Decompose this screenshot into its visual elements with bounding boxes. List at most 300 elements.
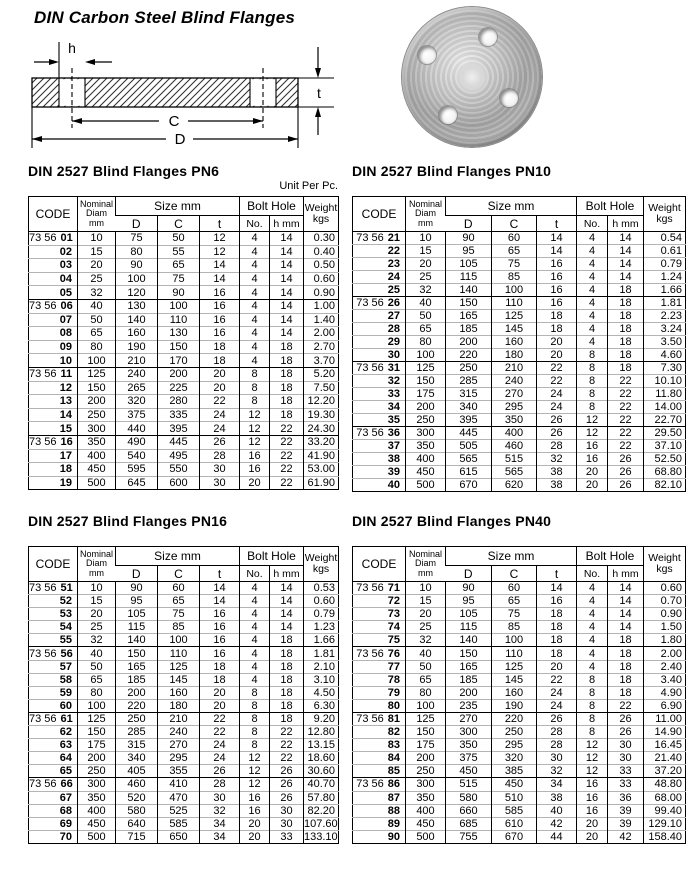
- nominal-diam-cell: 65: [406, 323, 446, 336]
- size-c-cell: 130: [158, 327, 200, 341]
- nominal-diam-cell: 500: [406, 479, 446, 492]
- bolt-no-cell: 20: [577, 466, 608, 479]
- col-header-hmm: h mm: [270, 566, 304, 582]
- weight-cell: 30.60: [304, 765, 339, 778]
- size-t-cell: 12: [200, 232, 240, 246]
- nominal-diam-cell: 32: [406, 634, 446, 647]
- nominal-diam-cell: 125: [406, 362, 446, 375]
- code-cell: 73 56 66: [29, 778, 78, 791]
- bolt-hmm-cell: 22: [608, 427, 644, 440]
- bolt-no-cell: 16: [240, 463, 270, 477]
- bolt-no-cell: 20: [240, 830, 270, 843]
- col-header-d: D: [446, 216, 492, 232]
- nominal-diam-cell: 80: [406, 686, 446, 699]
- size-t-cell: 26: [200, 435, 240, 449]
- code-cell: 38: [353, 453, 406, 466]
- bolt-no-cell: 4: [577, 323, 608, 336]
- bolt-hmm-cell: 26: [608, 453, 644, 466]
- flange-cross-section-diagram: [28, 38, 342, 162]
- weight-cell: 22.70: [644, 414, 686, 427]
- nominal-diam-cell: 80: [406, 336, 446, 349]
- code-cell: 73: [353, 608, 406, 621]
- size-t-cell: 38: [537, 791, 577, 804]
- nominal-diam-cell: 15: [406, 245, 446, 258]
- size-c-cell: 190: [492, 699, 537, 712]
- size-c-cell: 280: [158, 395, 200, 409]
- size-c-cell: 110: [492, 647, 537, 660]
- bolt-no-cell: 4: [240, 286, 270, 300]
- table-row: [29, 830, 339, 843]
- size-d-cell: 375: [116, 408, 158, 422]
- bolt-hmm-cell: 22: [270, 752, 304, 765]
- size-t-cell: 18: [200, 354, 240, 368]
- bolt-no-cell: 4: [577, 608, 608, 621]
- table-row: [29, 634, 339, 647]
- table-row: [29, 582, 339, 595]
- bolt-hmm-cell: 14: [270, 259, 304, 273]
- size-t-cell: 16: [200, 313, 240, 327]
- bolt-no-cell: 4: [577, 284, 608, 297]
- nominal-diam-cell: 50: [406, 310, 446, 323]
- size-t-cell: 16: [537, 284, 577, 297]
- bolt-hmm-cell: 22: [270, 435, 304, 449]
- table-row: [29, 765, 339, 778]
- nominal-diam-cell: 300: [406, 778, 446, 791]
- bolt-hmm-cell: 33: [608, 765, 644, 778]
- size-c-cell: 295: [492, 401, 537, 414]
- weight-line: Weight: [304, 552, 338, 564]
- nominal-diam-cell: 175: [78, 739, 116, 752]
- nominal-diam-cell: 250: [406, 414, 446, 427]
- nominal-line: Diam: [414, 208, 436, 219]
- code-cell: 23: [353, 258, 406, 271]
- size-d-cell: 95: [446, 245, 492, 258]
- col-header-weight: [644, 197, 686, 232]
- size-c-cell: 445: [158, 435, 200, 449]
- code-cell: 18: [29, 463, 78, 477]
- size-d-cell: 320: [116, 395, 158, 409]
- size-c-cell: 125: [492, 660, 537, 673]
- size-c-cell: 585: [158, 817, 200, 830]
- nominal-diam-cell: 125: [406, 712, 446, 725]
- bolt-no-cell: 4: [240, 621, 270, 634]
- size-c-cell: 385: [492, 765, 537, 778]
- nominal-line: Diam: [414, 558, 436, 569]
- weight-cell: 48.80: [644, 778, 686, 791]
- size-d-cell: 685: [446, 817, 492, 830]
- size-c-cell: 60: [492, 582, 537, 595]
- weight-cell: 11.00: [644, 712, 686, 725]
- nominal-line: mm: [418, 217, 433, 228]
- size-c-cell: 565: [492, 466, 537, 479]
- size-d-cell: 115: [116, 621, 158, 634]
- bolt-no-cell: 8: [577, 686, 608, 699]
- table-row: [353, 712, 686, 725]
- table-body-pn10: [353, 232, 686, 492]
- table-row: [29, 647, 339, 660]
- size-c-cell: 200: [158, 367, 200, 381]
- weight-cell: 2.70: [304, 340, 339, 354]
- table-row: [29, 817, 339, 830]
- bolt-no-cell: 20: [577, 830, 608, 843]
- nominal-line: Nominal: [408, 548, 442, 559]
- bolt-hmm-cell: 18: [270, 381, 304, 395]
- table-row: [29, 699, 339, 712]
- size-t-cell: 14: [537, 582, 577, 595]
- col-header-weight: [304, 547, 339, 582]
- size-t-cell: 14: [200, 582, 240, 595]
- bolt-hmm-cell: 22: [270, 449, 304, 463]
- weight-cell: 1.50: [644, 621, 686, 634]
- code-cell: 73 56 81: [353, 712, 406, 725]
- bolt-hmm-cell: 14: [270, 299, 304, 313]
- weight-cell: 82.20: [304, 804, 339, 817]
- nominal-diam-cell: 20: [78, 259, 116, 273]
- bolt-hmm-cell: 14: [270, 232, 304, 246]
- bolt-hmm-cell: 39: [608, 817, 644, 830]
- table-row: [353, 791, 686, 804]
- size-c-cell: 610: [492, 817, 537, 830]
- size-d-cell: 375: [446, 752, 492, 765]
- size-d-cell: 160: [116, 327, 158, 341]
- nominal-diam-cell: 350: [78, 791, 116, 804]
- size-d-cell: 100: [116, 272, 158, 286]
- size-d-cell: 240: [116, 367, 158, 381]
- size-t-cell: 22: [200, 726, 240, 739]
- bolt-hole: [418, 46, 436, 64]
- weight-cell: 14.00: [644, 401, 686, 414]
- size-c-cell: 100: [492, 634, 537, 647]
- bolt-hmm-cell: 14: [270, 272, 304, 286]
- nominal-line: mm: [89, 217, 104, 228]
- bolt-hole: [479, 28, 497, 46]
- table-row: [353, 310, 686, 323]
- section-pn16: [28, 513, 338, 844]
- bolt-no-cell: 4: [577, 232, 608, 245]
- weight-cell: 129.10: [644, 817, 686, 830]
- nominal-diam-cell: 20: [406, 608, 446, 621]
- size-t-cell: 22: [200, 395, 240, 409]
- code-cell: 84: [353, 752, 406, 765]
- bolt-no-cell: 4: [240, 647, 270, 660]
- size-d-cell: 185: [116, 673, 158, 686]
- nominal-diam-cell: 15: [406, 595, 446, 608]
- nominal-diam-cell: 400: [78, 804, 116, 817]
- bolt-hmm-cell: 14: [270, 327, 304, 341]
- nominal-diam-cell: 400: [78, 449, 116, 463]
- bolt-no-cell: 8: [240, 686, 270, 699]
- size-d-cell: 200: [446, 686, 492, 699]
- col-header-no: No.: [240, 216, 270, 232]
- bolt-hmm-cell: 22: [608, 375, 644, 388]
- nominal-diam-cell: 100: [406, 349, 446, 362]
- size-d-cell: 315: [446, 388, 492, 401]
- bolt-no-cell: 8: [240, 395, 270, 409]
- code-cell: 12: [29, 381, 78, 395]
- bolt-hmm-cell: 18: [608, 284, 644, 297]
- flange-table-pn6: [28, 196, 339, 490]
- bolt-no-cell: 16: [240, 804, 270, 817]
- size-t-cell: 20: [200, 699, 240, 712]
- size-t-cell: 28: [537, 726, 577, 739]
- weight-line: kgs: [656, 563, 673, 575]
- page-title: DIN Carbon Steel Blind Flanges: [34, 8, 296, 27]
- size-c-cell: 600: [158, 476, 200, 490]
- size-d-cell: 95: [446, 595, 492, 608]
- code-cell: 05: [29, 286, 78, 300]
- bolt-hmm-cell: 18: [270, 686, 304, 699]
- size-c-cell: 75: [158, 608, 200, 621]
- weight-line: Weight: [648, 552, 681, 564]
- code-cell: 19: [29, 476, 78, 490]
- code-cell: 73 56 61: [29, 712, 78, 725]
- table-row: [29, 435, 339, 449]
- size-t-cell: 26: [537, 414, 577, 427]
- size-t-cell: 24: [537, 401, 577, 414]
- size-d-cell: 645: [116, 476, 158, 490]
- code-cell: 73 56 21: [353, 232, 406, 245]
- flange-table-pn40: [352, 546, 686, 844]
- size-t-cell: 14: [200, 595, 240, 608]
- size-c-cell: 240: [158, 726, 200, 739]
- table-row: [353, 271, 686, 284]
- size-d-cell: 285: [116, 726, 158, 739]
- weight-cell: 13.15: [304, 739, 339, 752]
- size-c-cell: 470: [158, 791, 200, 804]
- weight-cell: 37.10: [644, 440, 686, 453]
- nominal-diam-cell: 125: [78, 712, 116, 725]
- size-t-cell: 34: [200, 830, 240, 843]
- bolt-no-cell: 4: [577, 660, 608, 673]
- col-header-nominal-diam: [406, 197, 446, 232]
- table-title-pn16: DIN 2527 Blind Flanges PN16: [28, 513, 228, 529]
- weight-cell: 12.20: [304, 395, 339, 409]
- code-cell: 75: [353, 634, 406, 647]
- bolt-no-cell: 4: [240, 245, 270, 259]
- size-t-cell: 22: [537, 362, 577, 375]
- code-cell: 39: [353, 466, 406, 479]
- weight-cell: 29.50: [644, 427, 686, 440]
- nominal-diam-cell: 250: [78, 765, 116, 778]
- size-c-cell: 145: [158, 673, 200, 686]
- size-c-cell: 55: [158, 245, 200, 259]
- size-t-cell: 30: [200, 463, 240, 477]
- bolt-hmm-cell: 39: [608, 804, 644, 817]
- size-c-cell: 110: [158, 647, 200, 660]
- section-pn6: [28, 163, 338, 490]
- weight-cell: 1.23: [304, 621, 339, 634]
- size-d-cell: 670: [446, 479, 492, 492]
- size-c-cell: 65: [492, 245, 537, 258]
- bolt-no-cell: 20: [577, 817, 608, 830]
- size-d-cell: 445: [446, 427, 492, 440]
- bolt-hmm-cell: 18: [608, 673, 644, 686]
- bolt-hmm-cell: 18: [270, 354, 304, 368]
- table-row: [353, 245, 686, 258]
- section-pn40: [352, 513, 685, 844]
- table-row: [353, 647, 686, 660]
- size-c-cell: 350: [492, 414, 537, 427]
- weight-cell: 3.70: [304, 354, 339, 368]
- code-cell: 70: [29, 830, 78, 843]
- size-t-cell: 18: [537, 634, 577, 647]
- table-row: [29, 395, 339, 409]
- size-c-cell: 180: [492, 349, 537, 362]
- size-t-cell: 16: [200, 327, 240, 341]
- table-row: [353, 686, 686, 699]
- bolt-hmm-cell: 14: [608, 608, 644, 621]
- size-c-cell: 65: [158, 595, 200, 608]
- code-cell: 73 56 86: [353, 778, 406, 791]
- code-cell: 74: [353, 621, 406, 634]
- nominal-diam-cell: 175: [406, 388, 446, 401]
- code-cell: 24: [353, 271, 406, 284]
- bolt-no-cell: 4: [577, 582, 608, 595]
- size-c-cell: 295: [158, 752, 200, 765]
- size-d-cell: 140: [446, 634, 492, 647]
- bolt-no-cell: 8: [240, 699, 270, 712]
- table-row: [353, 349, 686, 362]
- weight-cell: 3.50: [644, 336, 686, 349]
- col-header-bolt-hole: Bolt Hole: [577, 197, 644, 216]
- col-header-no: No.: [577, 566, 608, 582]
- size-d-cell: 120: [116, 286, 158, 300]
- col-header-no: No.: [240, 566, 270, 582]
- size-d-cell: 715: [116, 830, 158, 843]
- table-row: [353, 297, 686, 310]
- bolt-hmm-cell: 18: [608, 297, 644, 310]
- size-d-cell: 755: [446, 830, 492, 843]
- bolt-hmm-cell: 36: [608, 791, 644, 804]
- flange-table-pn10: [352, 196, 686, 492]
- code-cell: 82: [353, 726, 406, 739]
- col-header-weight: [304, 197, 339, 232]
- col-header-d: D: [446, 566, 492, 582]
- nominal-diam-cell: 400: [406, 453, 446, 466]
- size-c-cell: 160: [158, 686, 200, 699]
- bolt-no-cell: 8: [577, 712, 608, 725]
- size-t-cell: 20: [200, 381, 240, 395]
- table-row: [29, 286, 339, 300]
- nominal-diam-cell: 500: [78, 830, 116, 843]
- size-c-cell: 250: [492, 726, 537, 739]
- col-header-bolt-hole: Bolt Hole: [240, 197, 304, 216]
- nominal-diam-cell: 40: [78, 647, 116, 660]
- nominal-diam-cell: 300: [78, 778, 116, 791]
- bolt-hmm-cell: 22: [608, 414, 644, 427]
- bolt-no-cell: 8: [577, 401, 608, 414]
- code-cell: 08: [29, 327, 78, 341]
- bolt-hmm-cell: 22: [270, 739, 304, 752]
- bolt-hmm-cell: 18: [270, 395, 304, 409]
- size-t-cell: 24: [200, 408, 240, 422]
- size-t-cell: 34: [200, 817, 240, 830]
- table-row: [353, 440, 686, 453]
- table-row: [353, 830, 686, 843]
- size-t-cell: 30: [200, 791, 240, 804]
- size-c-cell: 355: [158, 765, 200, 778]
- nominal-diam-cell: 150: [406, 375, 446, 388]
- code-cell: 34: [353, 401, 406, 414]
- nominal-line: mm: [418, 567, 433, 578]
- size-d-cell: 150: [446, 297, 492, 310]
- weight-cell: 14.90: [644, 726, 686, 739]
- weight-cell: 68.00: [644, 791, 686, 804]
- bolt-hole: [439, 106, 457, 124]
- nominal-diam-cell: 350: [406, 791, 446, 804]
- code-cell: 29: [353, 336, 406, 349]
- bolt-no-cell: 12: [240, 765, 270, 778]
- size-d-cell: 130: [116, 299, 158, 313]
- bolt-no-cell: 12: [577, 765, 608, 778]
- weight-cell: 1.40: [304, 313, 339, 327]
- size-t-cell: 16: [537, 595, 577, 608]
- size-c-cell: 270: [492, 388, 537, 401]
- table-row: [353, 453, 686, 466]
- bolt-hmm-cell: 33: [270, 830, 304, 843]
- bolt-no-cell: 12: [577, 414, 608, 427]
- bolt-hmm-cell: 14: [270, 582, 304, 595]
- nominal-diam-cell: 25: [406, 271, 446, 284]
- col-header-hmm: h mm: [608, 566, 644, 582]
- size-c-cell: 160: [492, 686, 537, 699]
- size-d-cell: 615: [446, 466, 492, 479]
- nominal-diam-cell: 32: [406, 284, 446, 297]
- size-t-cell: 16: [200, 608, 240, 621]
- size-t-cell: 32: [537, 453, 577, 466]
- nominal-diam-cell: 200: [78, 752, 116, 765]
- bolt-no-cell: 12: [577, 752, 608, 765]
- table-row: [353, 388, 686, 401]
- size-t-cell: 38: [537, 479, 577, 492]
- table-row: [29, 422, 339, 436]
- weight-cell: 82.10: [644, 479, 686, 492]
- code-cell: 72: [353, 595, 406, 608]
- table-row: [353, 323, 686, 336]
- bolt-hmm-cell: 18: [270, 367, 304, 381]
- table-row: [29, 259, 339, 273]
- weight-line: Weight: [648, 202, 681, 214]
- nominal-diam-cell: 400: [406, 804, 446, 817]
- size-c-cell: 60: [158, 582, 200, 595]
- col-header-weight: [644, 547, 686, 582]
- nominal-diam-cell: 10: [78, 582, 116, 595]
- size-c-cell: 100: [158, 634, 200, 647]
- size-t-cell: 18: [200, 340, 240, 354]
- size-d-cell: 75: [116, 232, 158, 246]
- weight-cell: 6.30: [304, 699, 339, 712]
- weight-cell: 0.40: [304, 245, 339, 259]
- weight-cell: 7.30: [644, 362, 686, 375]
- weight-cell: 6.90: [644, 699, 686, 712]
- size-t-cell: 32: [537, 765, 577, 778]
- size-t-cell: 38: [537, 466, 577, 479]
- table-row: [29, 608, 339, 621]
- size-c-cell: 620: [492, 479, 537, 492]
- size-d-cell: 340: [116, 752, 158, 765]
- size-t-cell: 28: [537, 440, 577, 453]
- bolt-hmm-cell: 14: [608, 595, 644, 608]
- size-d-cell: 315: [116, 739, 158, 752]
- bolt-no-cell: 16: [577, 778, 608, 791]
- weight-line: kgs: [312, 563, 330, 575]
- size-d-cell: 395: [446, 414, 492, 427]
- nominal-line: Diam: [85, 208, 107, 219]
- size-c-cell: 90: [158, 286, 200, 300]
- size-t-cell: 20: [537, 349, 577, 362]
- size-d-cell: 185: [446, 673, 492, 686]
- flange-table-pn16: [28, 546, 339, 844]
